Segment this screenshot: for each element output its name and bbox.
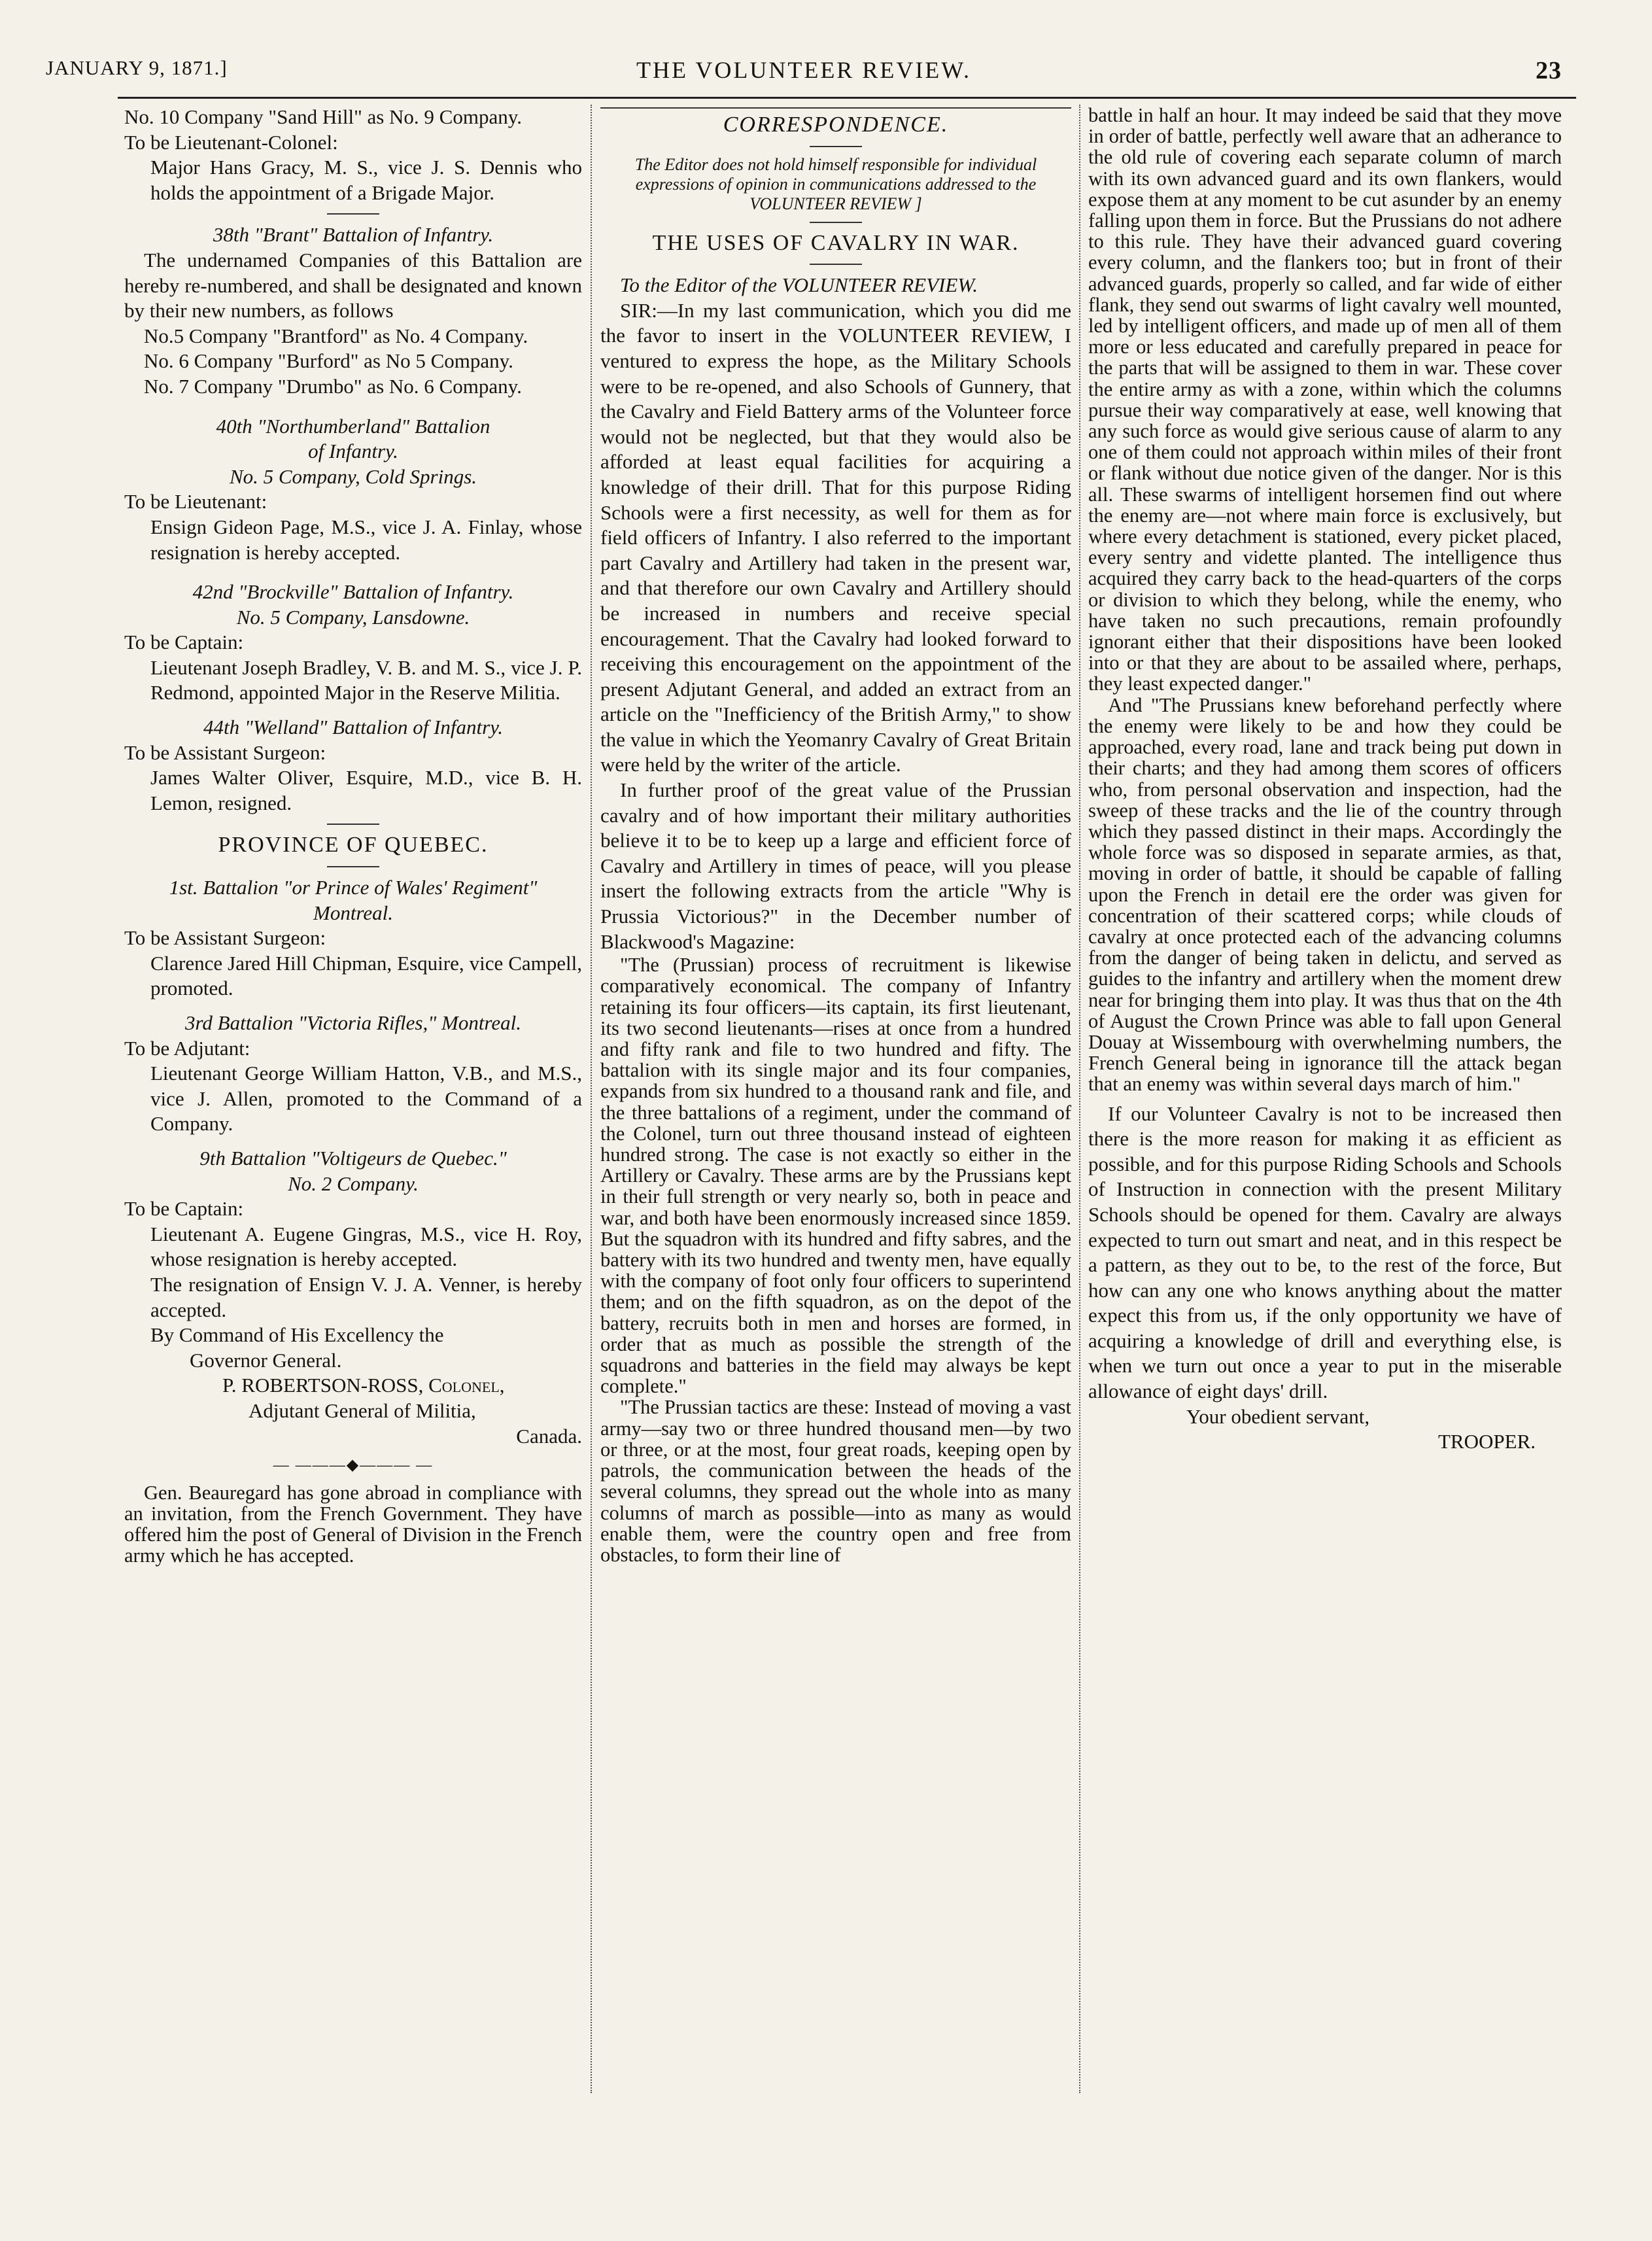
battalion-42-heading: 42nd "Brockville" Battalion of Infantry.: [192, 580, 514, 604]
battalion-42-rank: To be Captain:: [124, 631, 244, 654]
column-divider-2: [1079, 105, 1080, 2093]
battalion-42-text: Lieutenant Joseph Bradley, V. B. and M. S., vice J. P. Redmond, appointed Major in the Reserve Militia.: [150, 655, 582, 704]
battalion-3-heading: 3rd Battalion "Victoria Rifles," Montreal.: [185, 1011, 521, 1034]
column-3: [1088, 105, 1562, 1455]
header-rule: [118, 97, 1576, 99]
column-1: [124, 105, 582, 1567]
battalion-40-company: No. 5 Company, Cold Springs.: [229, 464, 477, 488]
divider: [327, 213, 379, 215]
appointment-text: Major Hans Gracy, M. S., vice J. S. Dennis who holds the appointment of a Brigade Major.: [150, 156, 582, 204]
company-renumber-7: No. 7 Company "Drumbo" as No. 6 Company.: [144, 374, 522, 398]
article-paragraph-2: In further proof of the great value of the Prussian cavalry and of how important their military authorities believe it to be to keep up a large and efficient force of Cavalry and Artillery in times of peace, will you please insert the following extracts from the article "Why is Prussia Victorious?" in the December number of Blackwood's Magazine:: [600, 778, 1071, 953]
issue-date: JANUARY 9, 1871.]: [46, 56, 228, 79]
battalion-44-text: James Walter Oliver, Esquire, M.D., vice B. H. Lemon, resigned.: [150, 766, 582, 814]
battalion-9-rank: To be Captain:: [124, 1197, 244, 1221]
battalion-1-heading: 1st. Battalion "or Prince of Wales' Regiment": [169, 876, 538, 899]
battalion-1-text: Clarence Jared Hill Chipman, Esquire, vice Campell, promoted.: [150, 951, 582, 1000]
divider: [810, 146, 862, 147]
appointment-heading: To be Lieutenant-Colonel:: [124, 130, 338, 154]
battalion-38-text: The undernamed Companies of this Battalion are hereby re-numbered, and shall be designated and known by their new numbers, as follows: [124, 248, 582, 322]
battalion-9-text-a: Lieutenant A. Eugene Gingras, M.S., vice H. Roy, whose resignation is hereby accepted.: [150, 1222, 582, 1271]
battalion-9-heading: 9th Battalion "Voltigeurs de Quebec.": [199, 1146, 507, 1170]
battalion-1-rank: To be Assistant Surgeon:: [124, 926, 326, 950]
battalion-42-company: No. 5 Company, Lansdowne.: [236, 605, 470, 629]
page-header: [46, 56, 1562, 96]
column-divider-1: [591, 105, 592, 2093]
command-line-1: By Command of His Excellency the: [150, 1323, 444, 1347]
company-renumber-5: No.5 Company "Brantford" as No. 4 Company.: [144, 324, 528, 347]
command-line-2: Governor General.: [190, 1348, 342, 1372]
closing-salutation: Your obedient servant,: [1186, 1404, 1370, 1428]
company-renumber-6: No. 6 Company "Burford" as No 5 Company.: [144, 349, 513, 373]
masthead-title: THE VOLUNTEER REVIEW.: [636, 57, 971, 83]
battalion-9-text-b: The resignation of Ensign V. J. A. Venner, is hereby accepted.: [150, 1272, 582, 1321]
quote-tactics-continued: battle in half an hour. It may indeed be said that they move in order of battle, perfectly well aware that an adherance to the old rule of covering each separate column of march with its own advanced guard and its own flankers, would expose them at any moment to be cut asunder by an enemy falling upon them in force. But the Prussians do not adhere to this rule. They have their advanced guard covering every column, and the flankers too; but in front of their advanced guards, properly so called, and far wide of either flank, they send out swarms of light cavalry well mounted, led by intelligent officers, and made up of men all of them more or less educated and carefully prepared in peace for the parts that will be assigned to them in war. These cover the entire army as with a zone, within which the columns pursue their way comparatively at ease, well knowing that any such force as would give serious cause of alarm to any one of them could not approach within miles of their front or flank without due notice given of the danger. Nor is this all. These swarms of intelligent horsemen find out where the enemy are—not where main force is exclusively, but where every detachment is stationed, every picket placed, every sentry and vidette planted. The intelligence thus acquired they carry back to the head-quarters of the corps or division to which they belong, while the enemy, who have taken no such precautions, remain profoundly ignorant either that their dispositions have been looked into or that they are about to be assailed where, perhaps, they least expected danger.": [1088, 104, 1562, 695]
article-title: THE USES OF CAVALRY IN WAR.: [652, 230, 1020, 255]
signature-country: Canada.: [516, 1424, 582, 1448]
page-number: 23: [1536, 57, 1562, 84]
battalion-40-heading: 40th "Northumberland" Battalion: [216, 414, 490, 438]
quote-recruitment: "The (Prussian) process of recruitment is likewise comparatively economical. The company of Infantry retaining its four officers—its captain, its first lieutenant, its two second lieutenants—rises at once from a hundred and fifty rank and file to two hundred and fifty. The battalion with its single major and its four companies, expands from six hundred to a thousand rank and file, and the three battalions of a regiment, under the command of the Colonel, turn out three thousand instead of eighteen hundred strong. The case is not exactly so either in the Artillery or Cavalry. These arms are by the Prussians kept in their full strength or very nearly so, both in peace and war, and both have been enormously increased since 1859. But the squadron with its hundred and fifty sabres, and the battery with its two hundred and twenty men, have equally with the company of foot only four officers to superintend them; and on the fifth squadron, as on the depot of the battery, recruits both in men and horses are formed, in order that as much as possible the strength of the squadrons and batteries in the field may always be kept complete.": [600, 954, 1071, 1398]
author-signature: TROOPER.: [1438, 1430, 1536, 1453]
quote-prussians-knew: And "The Prussians knew beforehand perfectly where the enemy were likely to be and how they could be approached, every road, lane and track being put down in their charts; and they had among them scores of officers who, from personal observation and inspection, had the sweep of these tracks and the lie of the country through which they passed distinct in their maps. Accordingly the whole force was so disposed in separate armies, as that, moving in order of battle, it should be capable of falling upon the French in detail ere the order was given for concentration of their scattered corps; while clouds of cavalry at once protected each of the advancing columns from the danger of being taken in delictu, and served as guides to the infantry and artillery when the moment drew near for bringing them into play. It was thus that on the 4th of August the Crown Prince was able to fall upon General Douay at Wissembourg with overwhelming numbers, the French General being in ignorance till the attack began that an enemy was within several days march of him.": [1088, 693, 1562, 1096]
divider: [327, 866, 379, 867]
quote-tactics: "The Prussian tactics are these: Instead of moving a vast army—say two or three hundred thousand men—by two or three, or at the most, four great roads, keeping open by patrols, the communication between the heads of the several columns, they spread out the whole into as many columns of march as possible—into as many as would enable them, were the country open and free from obstacles, to form their line of: [600, 1396, 1071, 1566]
company-renumber-10: No. 10 Company "Sand Hill" as No. 9 Company.: [124, 105, 522, 128]
article-paragraph-1: SIR:—In my last communication, which you did me the favor to insert in the VOLUNTEER REVIEW, I ventured to express the hope, as the Military Schools were to be re-opened, and also Schools of Gunnery, that the Cavalry and Field Battery arms of the Volunteer force would not be neglected, but that they would also be afforded at least equal facilities for acquiring a knowledge of their drill. That for this purpose Riding Schools were a first necessity, as well for them as for field officers of Infantry. I also referred to the important part Cavalry and Artillery had taken in the present war, and that therefore our own Cavalry and Artillery should be increased in numbers and receive special encouragement. That the Cavalry had looked forward to receiving this encouragement on the appointment of the present Adjutant General, and added an extract from an article on the "Inefficiency of the British Army," to show the value in which the Yeomanry Cavalry of Great Britain were held by the writer of the article.: [600, 298, 1071, 776]
battalion-9-company: No. 2 Company.: [288, 1172, 419, 1195]
section-rule: [600, 107, 1071, 109]
divider: [327, 824, 379, 825]
divider: [810, 222, 862, 223]
editor-disclaimer: The Editor does not hold himself responsible for individual expressions of opinion in communications addressed to the VOLUNTEER REVIEW ]: [634, 154, 1037, 213]
battalion-40-rank: To be Lieutenant:: [124, 490, 267, 513]
battalion-44-heading: 44th "Welland" Battalion of Infantry.: [203, 716, 504, 739]
article-conclusion: If our Volunteer Cavalry is not to be increased then there is the more reason for making it as efficient as possible, and for this purpose Riding Schools and Schools of Instruction in connection with the present Military Schools should be opened for them. Cavalry are always expected to turn out smart and neat, and in this respect be a pattern, as they out to be, to the rest of the force, But how can any one who knows anything about the matter expect this from us, if the only opportunity we have of acquiring a knowledge of drill and everything else, is when we turn out once a year to put in the miserable allowance of eight days' drill.: [1088, 1102, 1562, 1403]
article-salutation: To the Editor of the VOLUNTEER REVIEW.: [620, 273, 978, 297]
signature-name: P. ROBERTSON-ROSS, Colonel,: [222, 1374, 505, 1397]
correspondence-heading: CORRESPONDENCE.: [723, 113, 949, 137]
battalion-1-city: Montreal.: [313, 901, 393, 924]
signature-title: Adjutant General of Militia,: [249, 1398, 476, 1422]
column-2: [600, 105, 1071, 1565]
ornament-rule: — ———◆——— —: [273, 1457, 434, 1474]
battalion-38-heading: 38th "Brant" Battalion of Infantry.: [213, 223, 494, 247]
battalion-44-rank: To be Assistant Surgeon:: [124, 740, 326, 764]
beauregard-notice: Gen. Beauregard has gone abroad in compliance with an invitation, from the French Government. They have offered him the post of General of Division in the French army which he has accepted.: [124, 1481, 582, 1567]
divider: [810, 264, 862, 265]
battalion-40-text: Ensign Gideon Page, M.S., vice J. A. Finlay, whose resignation is hereby accepted.: [150, 515, 582, 564]
province-heading: PROVINCE OF QUEBEC.: [218, 833, 489, 858]
battalion-40-heading-2: of Infantry.: [308, 440, 398, 463]
battalion-3-text: Lieutenant George William Hatton, V.B., and M.S., vice J. Allen, promoted to the Command of a Company.: [150, 1062, 582, 1136]
battalion-3-rank: To be Adjutant:: [124, 1036, 250, 1060]
